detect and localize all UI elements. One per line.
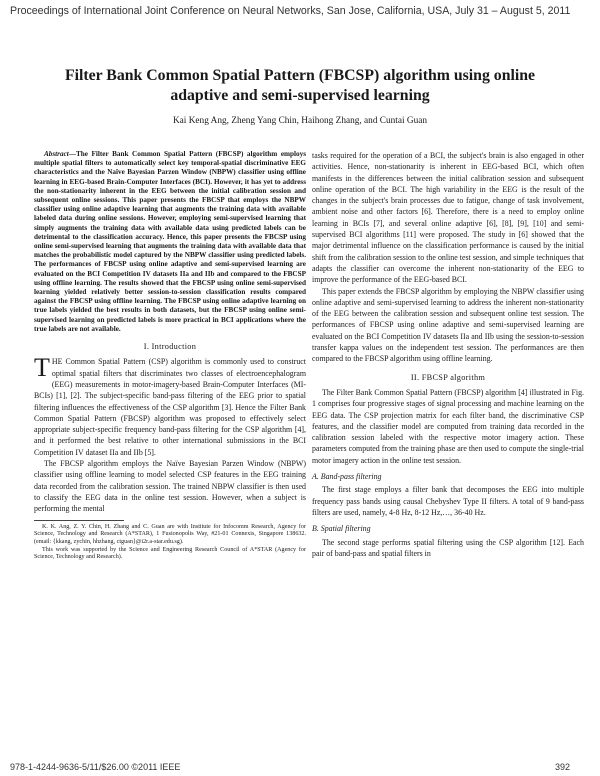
right-column bbox=[312, 150, 584, 559]
intro-paragraph-2: The FBCSP algorithm employs the Naïve Bayesian Parzen Window (NBPW) classifier using offline learning to model selected CSP features in the EEG training data recorded from the calibration session. The trained NBPW classifier is then used to classify the EEG data in the online test session. However, when a subject is performing the mental bbox=[34, 459, 306, 514]
drop-cap: T bbox=[34, 353, 50, 383]
body-paragraph-extension: This paper extends the FBCSP algorithm by employing the NBPW classifier using online adaptive and semi-supervised learning to address the inherent non-stationarity of the EEG between the calibration session and subsequent online test session. The performances of FBCSP using online adaptive and semi-supervised learning are evaluated on the BCI Competition IV datasets IIa and IIb using the session-to-session transfer kappa values on the independent test session. The performances are then compared to the FBCSP algorithm using offline learning. bbox=[312, 286, 584, 364]
section-heading-introduction: I. Introduction bbox=[143, 342, 197, 352]
footnote-funding: This work was supported by the Science and Engineering Research Council of A*STAR (Agency for Science, Technology and Research). bbox=[34, 546, 306, 561]
footnote-affiliation: K. K. Ang, Z. Y. Chin, H. Zhang and C. Guan are with Institute for Infocomm Research, Agency for Science, Technology and Research (A*STAR), 1 Fusionopolis Way, #21-01 Connexis, Singapore 138632. (email: {kkang, zychin, hhzhang, ctguan}@i2r.a-star.edu.sg). bbox=[34, 523, 306, 545]
subsection-heading-band-pass: A. Band-pass filtering bbox=[312, 472, 382, 482]
footer-isbn: 978-1-4244-9636-5/11/$26.00 ©2011 IEEE bbox=[10, 762, 181, 772]
paper-title: Filter Bank Common Spatial Pattern (FBCSP) algorithm using online adaptive and semi-supervised learning bbox=[64, 67, 536, 104]
band-pass-paragraph: The first stage employs a filter bank that decomposes the EEG into multiple frequency pass bands using causal Chebyshev Type II filters. A total of 9 band-pass filters are used, namely, 4-8 Hz, 8-12 Hz,…, 36-40 Hz. bbox=[312, 485, 584, 517]
page-number: 392 bbox=[555, 762, 571, 772]
running-header: Proceedings of International Joint Conference on Neural Networks, San Jose, California, USA, July 31 – August 5, 2011 bbox=[10, 5, 571, 17]
abstract-lead: Abstract bbox=[44, 150, 69, 158]
body-paragraph-continued: tasks required for the operation of a BCI, the subject's brain is also engaged in other activities. Hence, non-stationarity is inherent in EEG-based BCI, which often manifests in the differences between the initial calibration session and subsequent online operation of the BCI. The high variability in the EEG is the result of the changes in the subject's brain processes due to fatigue, change of task involvement, ambient noise and other factors [6]. Therefore, there is a need to employ online learning in BCIs [7], and several online adaptive [6], [8], [9], [10] and semi-supervised BCI algorithms [11] were proposed. The study in [6] showed that the major detrimental influence on the classification performance is caused by the initial shift from the calibration session to the online test session, and simple techniques that adapts the classifier can overcome the inherent non-stationarity of the EEG to improve the performance of the EEG-based BCI. bbox=[312, 151, 584, 285]
subsection-heading-spatial: B. Spatial filtering bbox=[312, 524, 371, 534]
fbcsp-overview-paragraph: The Filter Bank Common Spatial Pattern (FBCSP) algorithm [4] illustrated in Fig. 1 comprises four progressive stages of signal processing and machine learning on the EEG data. The CSP projection matrix for each filter band, the discriminative CSP features, and the classifier model are computed from training data recorded in the calibration session labeled with the respective motor imagery action. These parameters computed from the training phase are then used to compute the single-trial motor imagery action in the online test session. bbox=[312, 387, 584, 465]
section-heading-fbcsp: II. FBCSP algorithm bbox=[410, 372, 486, 382]
intro-paragraph-1-text: HE Common Spatial Pattern (CSP) algorithm is commonly used to construct optimal spatial filters that discriminates two classes of electroencephalogram (EEG) measurements in motor-imagery-based Brain-Computer Interfaces (MI-BCIs) [1], [2]. The subject-specific band-pass filtering of the EEG prior to spatial filtering influences the effectiveness of the CSP algorithm [3]. Hence the Filter Bank Common Spatial Pattern (FBCSP) algorithm was proposed to effectively select appropriate subject-specific frequency band-pass filtering for the CSP algorithm [4], and it performed the best relative to other international submissions in the BCI Competition IV dataset IIa and IIb [5]. bbox=[34, 357, 306, 457]
footnote-divider bbox=[34, 520, 124, 521]
abstract-text: —The Filter Bank Common Spatial Pattern (FBCSP) algorithm employs multiple spatial filters to automatically select key temporal-spatial discriminative EEG characteristics and the Naïve Bayesian Parzen Window (NBPW) classifier using offline learning in EEG-based Brain-Computer Interfaces (BCI). However, it has yet to address the non-stationarity inherent in the EEG between the initial calibration session and subsequent online sessions. This paper presents the FBCSP that employs the NBPW classifier using online adaptive learning that augments the training data with available labeled data during online sessions. However, employing semi-supervised learning that simply augments the training data with available data using predicted labels can be detrimental to the classification accuracy. Hence, this paper presents the FBCSP using online semi-supervised learning that augments the training data with available data that matches the probabilistic model captured by the NBPW classifier using predicted labels. The performances of FBCSP using online adaptive and semi-supervised learning are evaluated on the BCI Competition IV datasets IIa and IIb and compared to the FBCSP using offline learning. The results showed that the FBCSP using online semi-supervised learning yielded relatively better session-to-session classification results compared against the FBCSP using offline learning. The FBCSP using online adaptive learning on true labels yielded the best results in both datasets, but the FBCSP using online semi-supervised learning on predicted labels is more practical in BCI applications where the true labels are not available. bbox=[34, 150, 306, 333]
abstract bbox=[34, 150, 306, 334]
spatial-filtering-paragraph: The second stage performs spatial filtering using the CSP algorithm [12]. Each pair of band-pass and spatial filters in bbox=[312, 537, 584, 558]
intro-paragraph-1 bbox=[34, 353, 306, 458]
left-column bbox=[34, 150, 306, 562]
author-list: Kai Keng Ang, Zheng Yang Chin, Haihong Zhang, and Cuntai Guan bbox=[172, 116, 428, 126]
